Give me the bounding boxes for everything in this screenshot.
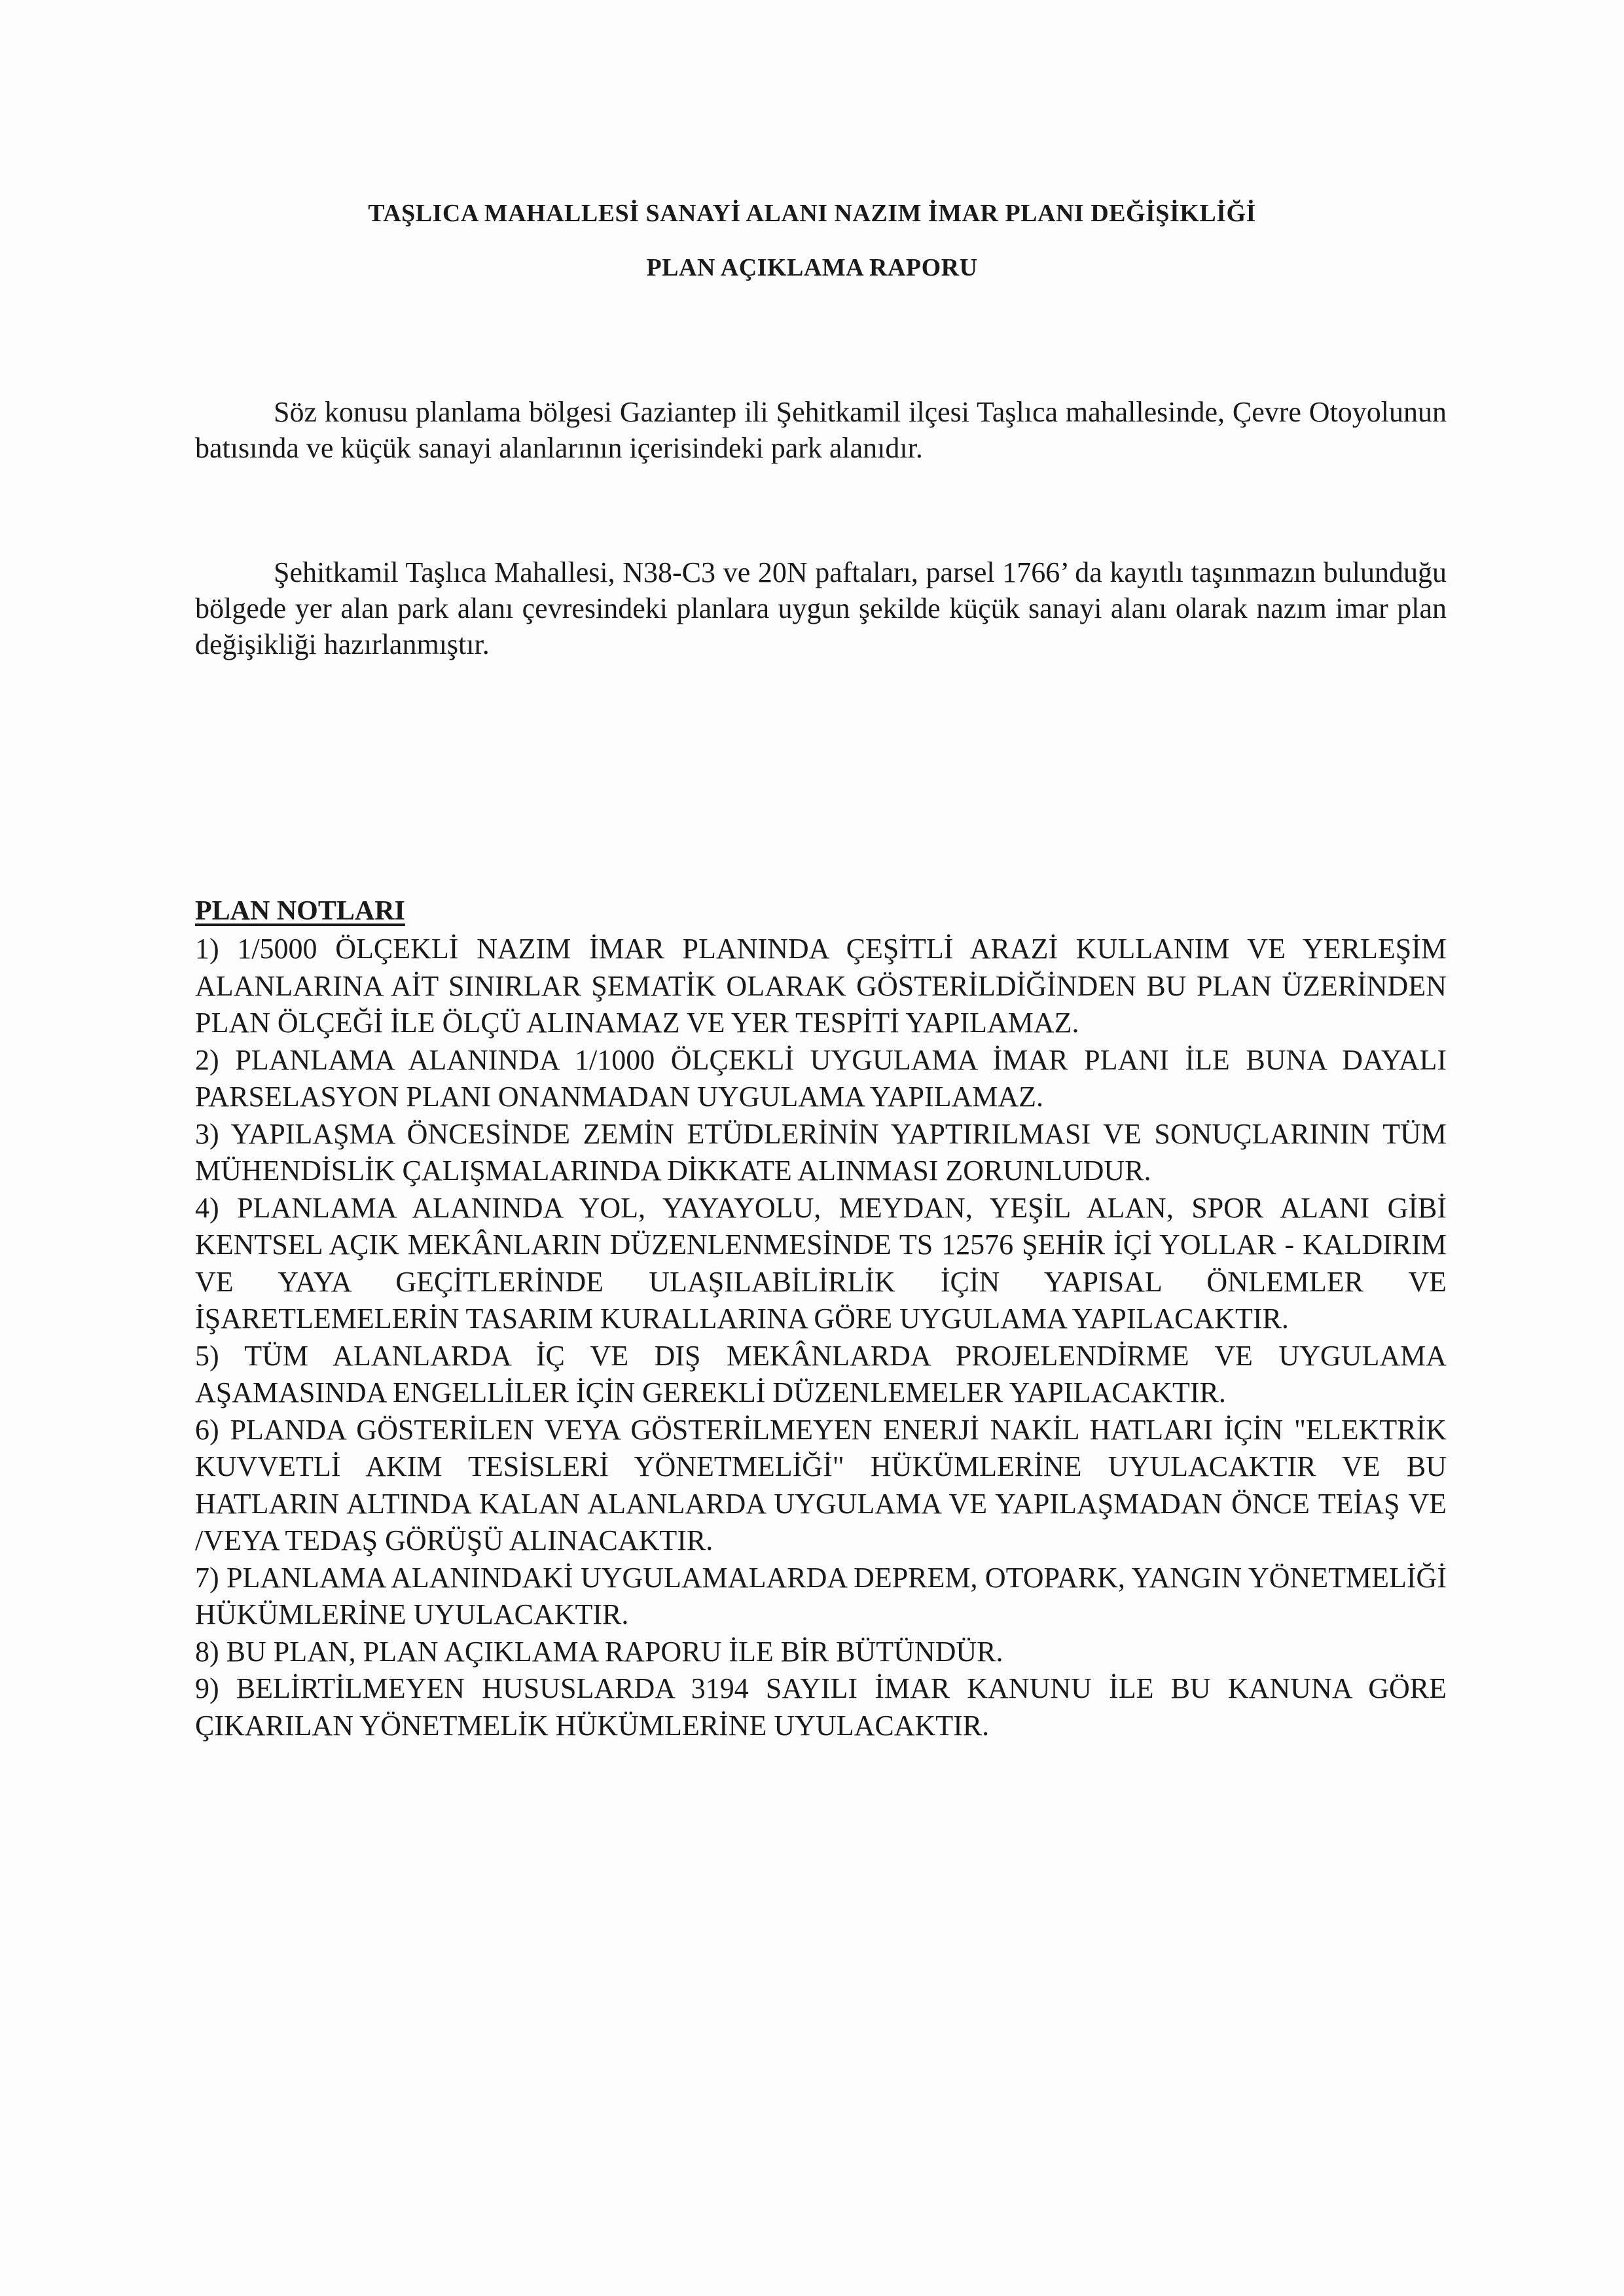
plan-notes-list [195,931,1447,1744]
plan-note-item: 4) PLANLAMA ALANINDA YOL, YAYAYOLU, MEYDAN, YEŞİL ALAN, SPOR ALANI GİBİ KENTSEL AÇIK MEKÂNLARIN DÜZENLENMESİNDE TS 12576 ŞEHİR İÇİ YOLLAR - KALDIRIM VE YAYA GEÇİTLERİNDE ULAŞILABİLİRLİK İÇİN YAPISAL ÖNLEMLER VE İŞARETLEMELERİN TASARIM KURALLARINA GÖRE UYGULAMA YAPILACAKTIR. [195,1191,1447,1335]
document-subtitle: PLAN AÇIKLAMA RAPORU [646,254,978,281]
plan-note-item: 3) YAPILAŞMA ÖNCESİNDE ZEMİN ETÜDLERİNİN YAPTIRILMASI VE SONUÇLARININ TÜM MÜHENDİSLİK ÇALIŞMALARINDA DİKKATE ALINMASI ZORUNLUDUR. [195,1117,1447,1187]
plan-notes-heading: PLAN NOTLARI [195,896,405,926]
plan-note-item: 1) 1/5000 ÖLÇEKLİ NAZIM İMAR PLANINDA ÇEŞİTLİ ARAZİ KULLANIM VE YERLEŞİM ALANLARINA AİT SINIRLAR ŞEMATİK OLARAK GÖSTERİLDİĞİNDEN BU PLAN ÜZERİNDEN PLAN ÖLÇEĞİ İLE ÖLÇÜ ALINAMAZ VE YER TESPİTİ YAPILAMAZ. [195,933,1447,1039]
intro-paragraph: Söz konusu planlama bölgesi Gaziantep ili Şehitkamil ilçesi Taşlıca mahallesinde, Çevre Otoyolunun batısında ve küçük sanayi alanlarının içerisindeki park alanıdır. [195,396,1447,464]
plan-note-item: 8) BU PLAN, PLAN AÇIKLAMA RAPORU İLE BİR BÜTÜNDÜR. [195,1635,1003,1668]
plan-note-item: 6) PLANDA GÖSTERİLEN VEYA GÖSTERİLMEYEN ENERJİ NAKİL HATLARI İÇİN "ELEKTRİK KUVVETLİ AKIM TESİSLERİ YÖNETMELİĞİ" HÜKÜMLERİNE UYULACAKTIR VE BU HATLARIN ALTINDA KALAN ALANLARDA UYGULAMA VE YAPILAŞMADAN ÖNCE TEİAŞ VE /VEYA TEDAŞ GÖRÜŞÜ ALINACAKTIR. [195,1413,1447,1556]
plan-note-item: 2) PLANLAMA ALANINDA 1/1000 ÖLÇEKLİ UYGULAMA İMAR PLANI İLE BUNA DAYALI PARSELASYON PLANI ONANMADAN UYGULAMA YAPILAMAZ. [195,1043,1447,1113]
document-title: TAŞLICA MAHALLESİ SANAYİ ALANI NAZIM İMAR PLANI DEĞİŞİKLİĞİ [368,200,1256,227]
plan-note-item: 5) TÜM ALANLARDA İÇ VE DIŞ MEKÂNLARDA PROJELENDİRME VE UYGULAMA AŞAMASINDA ENGELLİLER İÇİN GEREKLİ DÜZENLEMELER YAPILACAKTIR. [195,1339,1447,1408]
plan-note-item: 9) BELİRTİLMEYEN HUSUSLARDA 3194 SAYILI İMAR KANUNU İLE BU KANUNA GÖRE ÇIKARILAN YÖNETMELİK HÜKÜMLERİNE UYULACAKTIR. [195,1672,1447,1742]
description-paragraph: Şehitkamil Taşlıca Mahallesi, N38-C3 ve 20N paftaları, parsel 1766’ da kayıtlı taşınmazın bulunduğu bölgede yer alan park alanı çevresindeki planlara uygun şekilde küçük sanayi alanı olarak nazım imar plan değişikliği hazırlanmıştır. [195,556,1447,660]
plan-note-item: 7) PLANLAMA ALANINDAKİ UYGULAMALARDA DEPREM, OTOPARK, YANGIN YÖNETMELİĞİ HÜKÜMLERİNE UYULACAKTIR. [195,1561,1447,1630]
